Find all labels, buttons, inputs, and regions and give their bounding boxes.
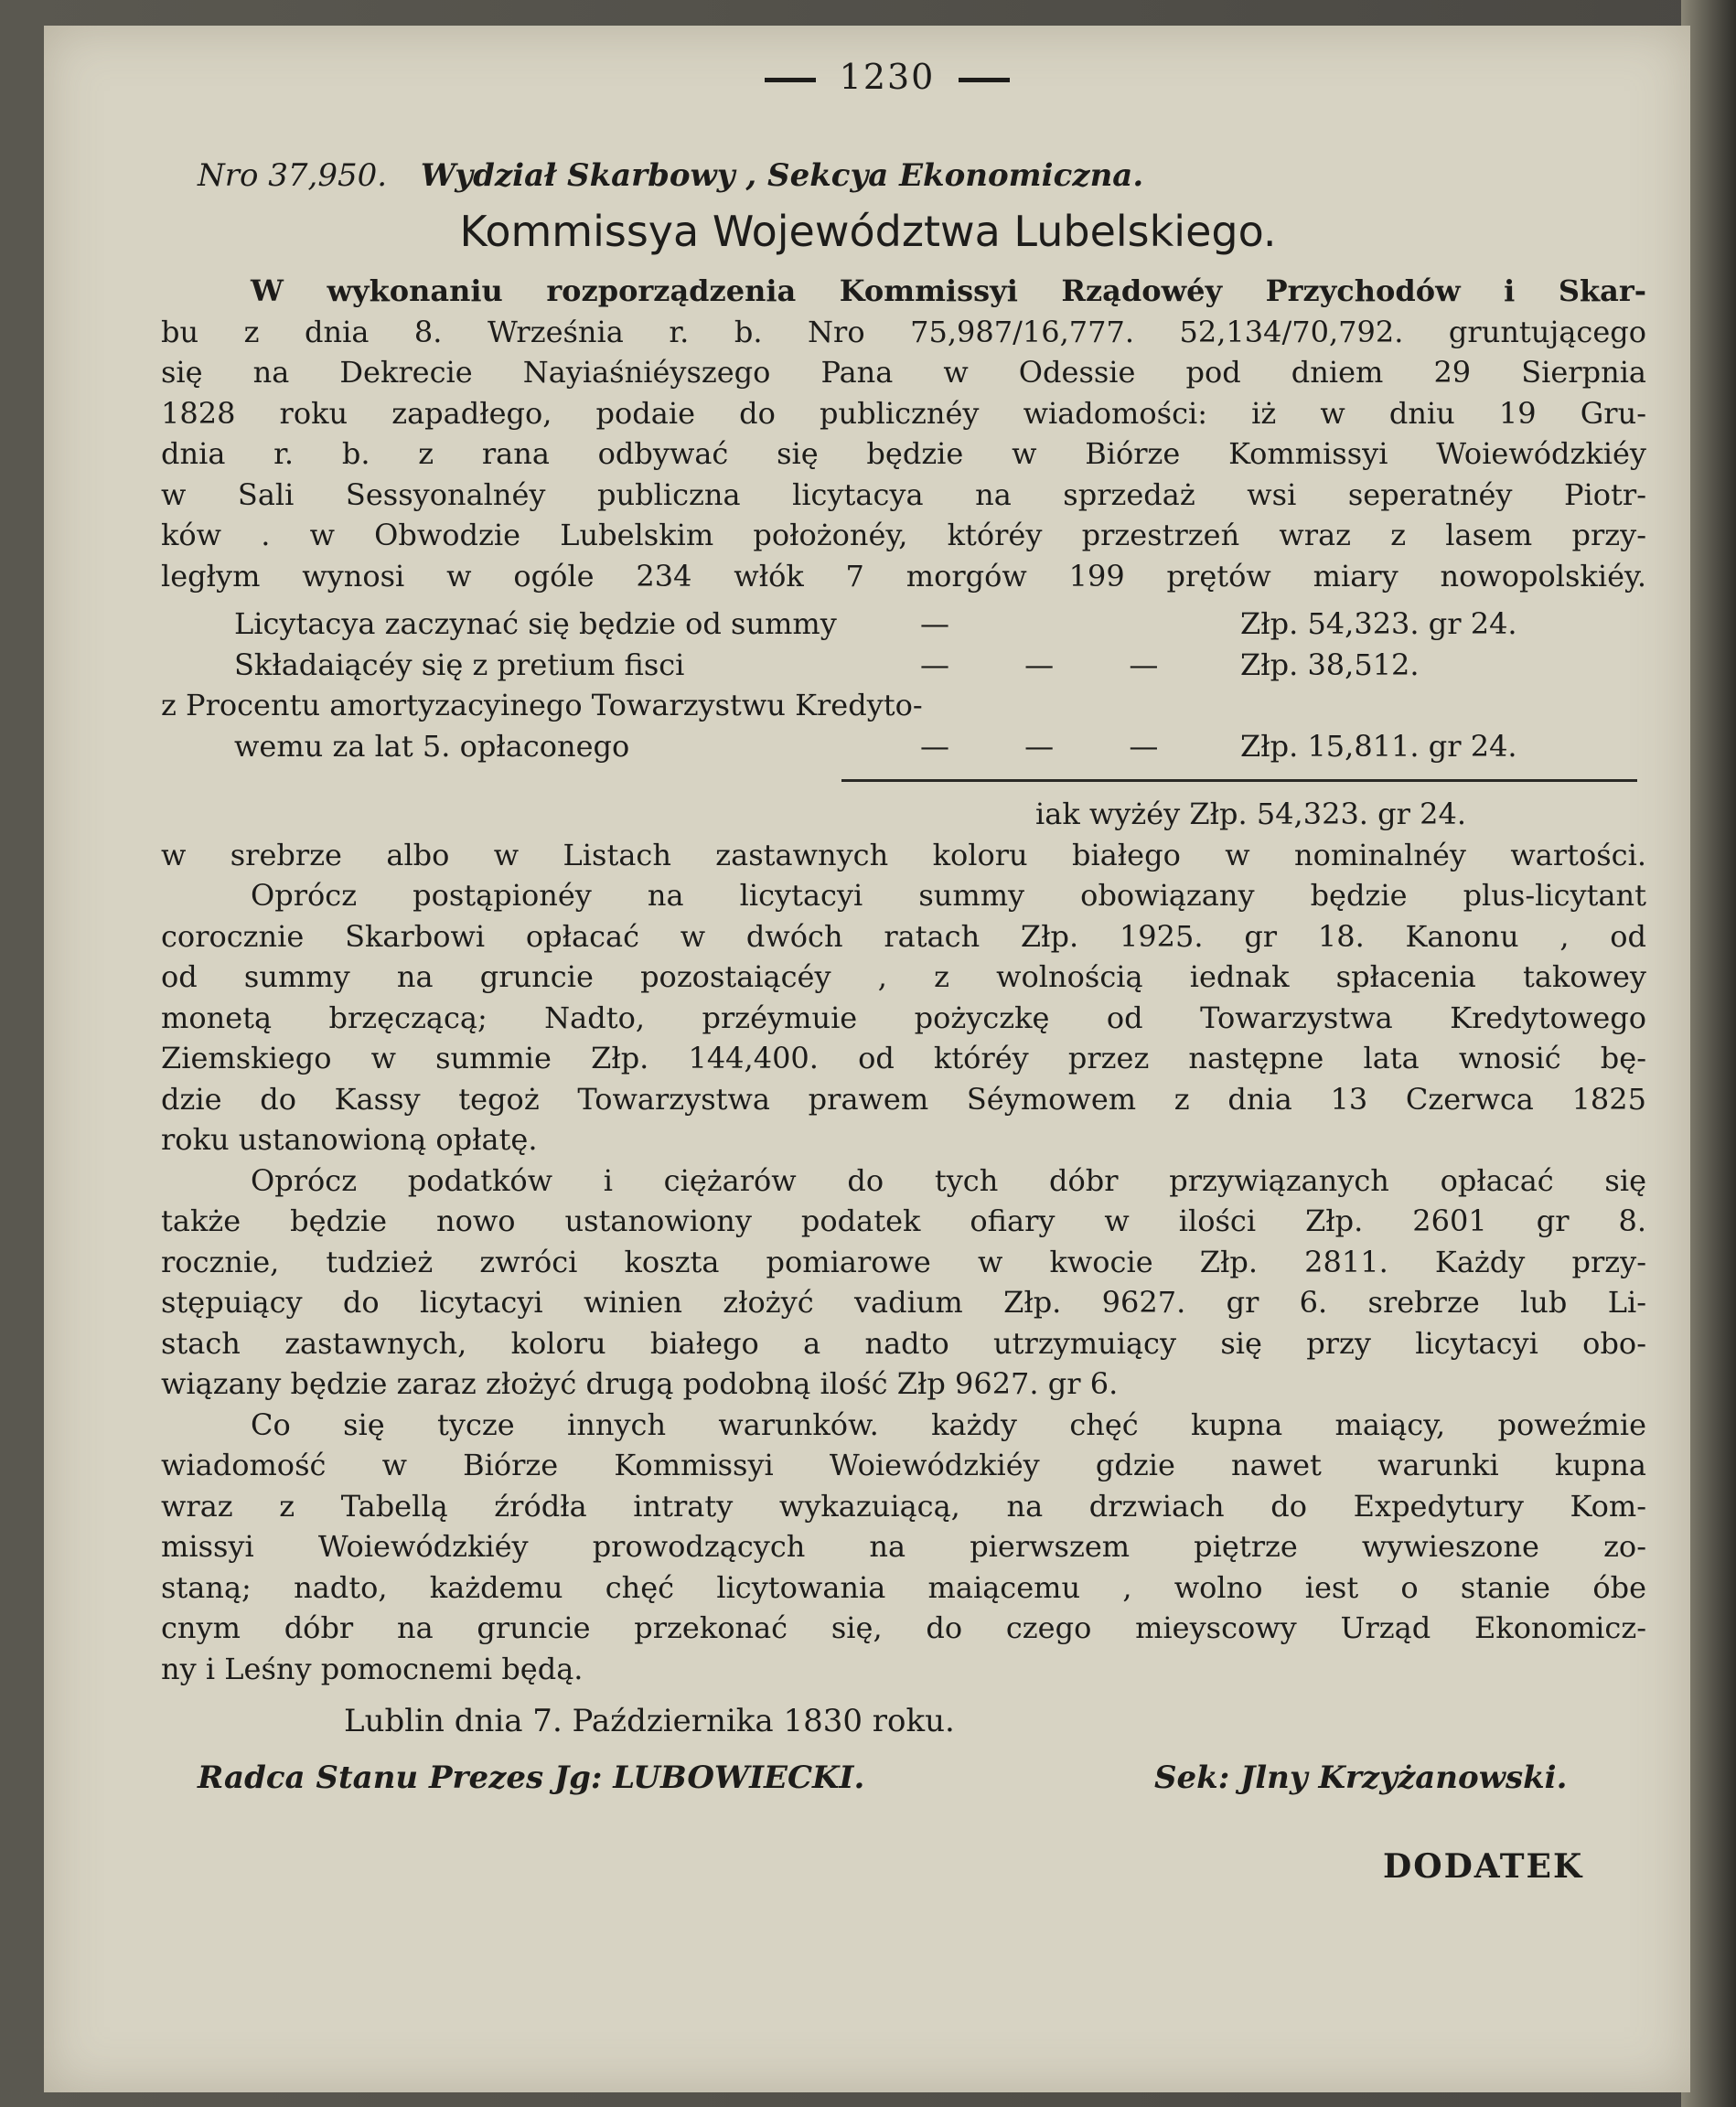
text-line: cnym dóbr na gruncie przekonać się, do czego mieyscowy Urząd Ekonomicz- <box>161 1610 1646 1645</box>
department-name: Wydział Skarbowy , Sekcya Ekonomiczna. <box>420 157 1144 194</box>
text-line: wraz z Tabellą źródła intraty wykazuiącą, na drzwiach do Expedytury Kom- <box>161 1488 1646 1524</box>
text-line: missyi Woiewódzkiéy prowodzących na pierwszem piętrze wywieszone zo- <box>161 1529 1646 1564</box>
text-line: wiadomość w Biórze Kommissyi Woiewódzkiéy gdzie nawet warunki kupna <box>161 1448 1646 1482</box>
sum-breakdown <box>161 604 1624 766</box>
reference-number: Nro 37,950. <box>198 157 388 194</box>
text-line: Oprócz postąpionéy na licytacyi summy obowiązany będzie plus-licytant <box>251 878 1646 913</box>
sum-total: iak wyżéy Złp. 54,323. gr 24. <box>1035 797 1466 831</box>
conditions-text <box>161 794 1646 1689</box>
dash-left <box>765 78 816 82</box>
catchword: DODATEK <box>1383 1847 1584 1886</box>
text-line: także będzie nowo ustanowiony podatek ofiary w ilości Złp. 2601 gr 8. <box>161 1203 1646 1238</box>
text-line: się na Dekrecie Nayiaśniéyszego Pana w Odessie pod dniem 29 Sierpnia <box>161 355 1646 390</box>
text-line: Oprócz podatków i ciężarów do tych dóbr przywiązanych opłacać się <box>251 1162 1646 1198</box>
text-line: ków . w Obwodzie Lubelskim położonéy, któréy przestrzeń wraz z lasem przy- <box>161 518 1646 552</box>
text-line: ległym wynosi w ogóle 234 włók 7 morgów 199 prętów miary nowopolskiéy. <box>161 558 1646 594</box>
sum-dashes: — — — <box>920 647 1192 682</box>
text-line: bu z dnia 8. Września r. b. Nro 75,987/16,777. 52,134/70,792. gruntującego <box>161 314 1646 349</box>
page-number <box>695 57 1079 97</box>
sum-dashes: — <box>920 606 982 641</box>
sum-row-starting <box>161 604 1624 645</box>
text-line: rocznie, tudzież zwróci koszta pomiarowe w kwocie Złp. 2811. Każdy przy- <box>161 1244 1646 1279</box>
text-line: monetą brzęczącą; Nadto, przéymuie pożyczkę od Towarzystwa Kredytowego <box>161 1000 1646 1035</box>
paragraph-announcement <box>161 271 1646 596</box>
text-line: W wykonaniu rozporządzenia Kommissyi Rządowéy Przychodów i Skar- <box>251 273 1646 308</box>
sum-row-procent <box>161 685 1624 726</box>
text-line: ny i Leśny pomocnemi będą. <box>161 1651 584 1686</box>
text-line: dzie do Kassy tegoż Towarzystwa prawem Séymowem z dnia 13 Czerwca 1825 <box>161 1081 1646 1117</box>
sum-amount: Złp. 54,323. gr 24. <box>1240 606 1517 641</box>
text-line: 1828 roku zapadłego, podaie do publicznéy wiadomości: iż w dniu 19 Gru- <box>161 395 1646 431</box>
sum-label: Licytacya zaczynać się będzie od summy <box>234 606 837 641</box>
text-line: roku ustanowioną opłatę. <box>161 1122 538 1157</box>
text-line: od summy na gruncie pozostaiącéy , z wolnością iednak spłacenia takowey <box>161 959 1646 994</box>
sum-label: Składaiącéy się z pretium fisci <box>234 647 685 682</box>
text-line: Ziemskiego w summie Złp. 144,400. od któréy przez następne lata wnosić bę- <box>161 1041 1646 1075</box>
text-line: stach zastawnych, koloru białego a nadto utrzymuiący się przy licytacyi obo- <box>161 1325 1646 1361</box>
text-line: Co się tycze innych warunków. każdy chęć kupna maiący, poweźmie <box>251 1406 1646 1442</box>
text-line: corocznie Skarbowi opłacać w dwóch ratach Złp. 1925. gr 18. Kanonu , od <box>161 918 1646 954</box>
text-line: w srebrze albo w Listach zastawnych koloru białego w nominalnéy wartości. <box>161 837 1646 872</box>
dash-right <box>959 78 1010 82</box>
header-line <box>198 157 1143 194</box>
sum-label: wemu za lat 5. opłaconego <box>234 728 630 764</box>
sum-amount: Złp. 38,512. <box>1240 647 1420 682</box>
date-line: Lublin dnia 7. Października 1830 roku. <box>344 1703 955 1739</box>
text-line: staną; nadto, każdemu chęć licytowania maiącemu , wolno iest o stanie óbe <box>161 1569 1646 1605</box>
text-line: wiązany będzie zaraz złożyć drugą podobną ilość Złp 9627. gr 6. <box>161 1366 1119 1401</box>
signature-president: Radca Stanu Prezes Jg: LUBOWIECKI. <box>198 1759 865 1796</box>
signature-secretary: Sek: Jlny Krzyżanowski. <box>1154 1759 1568 1796</box>
text-line: w Sali Sessyonalnéy publiczna licytacya na sprzedaż wsi seperatnéy Piotr- <box>161 476 1646 512</box>
page-number-text: 1230 <box>839 57 936 97</box>
sum-dashes: — — — <box>920 728 1192 764</box>
sum-label: z Procentu amortyzacyinego Towarzystwu Kredyto- <box>161 688 923 722</box>
text-line: stępuiący do licytacyi winien złożyć vadium Złp. 9627. gr 6. srebrze lub Li- <box>161 1285 1646 1320</box>
sum-row-pretium <box>161 645 1624 686</box>
document-title: Kommissya Województwa Lubelskiego. <box>459 207 1277 256</box>
text-line: dnia r. b. z rana odbywać się będzie w Biórze Kommissyi Woiewódzkiéy <box>161 436 1646 471</box>
sum-row-procent-cont <box>161 726 1624 767</box>
sum-underline <box>841 779 1637 782</box>
sum-amount: Złp. 15,811. gr 24. <box>1240 728 1517 764</box>
